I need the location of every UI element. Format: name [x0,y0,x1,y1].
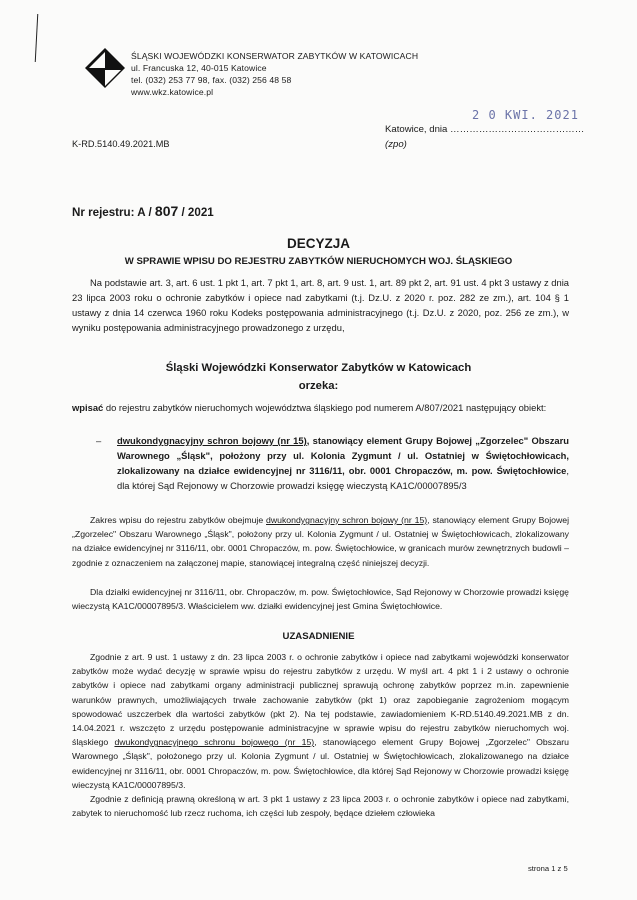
scope-object-name: dwukondygnacyjny schron bojowy (nr 15) [266,515,428,525]
institution-address: ul. Francuska 12, 40-015 Katowice [131,63,267,73]
document-title: DECYZJA [286,236,350,251]
place-and-date: Katowice, dnia …………………………………… [385,124,585,135]
object-details: , stanowiący element Grupy Bojowej „Zgorzelec" Obszaru Warownego „Śląsk", położony przy ul. Kolonia Zygmunt / ul. Ostatniej w Świętochłowicach, zlokalizowany na działce ewidencyjnej nr 3116/11, obr. 0001 Chropaczów, m. pow. Świętochłowice [117,435,570,476]
zpo-note: (zpo) [385,139,407,150]
object-name: dwukondygnacyjny schron bojowy (nr 15) [117,435,307,446]
orders-heading: orzeka: [298,380,339,392]
document-subtitle: W SPRAWIE WPISU DO REJESTRU ZABYTKÓW NIERUCHOMYCH WOJ. ŚLĄSKIEGO [124,256,513,267]
ownership-paragraph: Dla działki ewidencyjnej nr 3116/11, obr. Chropaczów, m. pow. Świętochłowice, Sąd Rejonowy w Chorzowie prowadzi księgę wieczystą KA1C/00007895/3. Właścicielem ww. działki ewidencyjnej jest Gmina Świętochłowice. [72,587,569,612]
object-description [117,433,569,493]
authority-name: Śląski Wojewódzki Konserwator Zabytków w Katowicach [165,362,472,374]
case-signature: K-RD.5140.49.2021.MB [72,139,170,149]
decision-text: do rejestru zabytków nieruchomych województwa śląskiego pod numerem A/807/2021 następujący obiekt: [103,402,547,413]
object-list-item [72,433,569,493]
legal-basis-paragraph: Na podstawie art. 3, art. 6 ust. 1 pkt 1, art. 7 pkt 1, art. 8, art. 9 ust. 1, art. 89 pkt 2, art. 91 ust. 4 pkt 3 ustawy z dnia 23 lipca 2003 roku o ochronie zabytków i opiece nad zabytkami (t.j. Dz.U. z 2020 r. poz. 282 ze zm.), art. 104 § 1 ustawy z dnia 14 czerwca 1960 roku Kodeks postępowania administracyjnego (t.j. Dz.U. z 2020, poz. 256 ze zm.), w wyniku postępowania administracyjnego prowadzonego z urzędu, [72,277,569,333]
conservator-logo [85,48,125,88]
register-value: 807 [154,203,179,219]
institution-name: ŚLĄSKI WOJEWÓDZKI KONSERWATOR ZABYTKÓW W KATOWICACH [131,51,419,61]
page-number: strona 1 z 5 [528,864,568,873]
justification-text-start: Zgodnie z art. 9 ust. 1 ustawy z dn. 23 lipca 2003 r. o ochronie zabytków i opiece nad zabytkami wojewódzki konserwator zabytków może wydać decyzję w sprawie wpisu do rejestru zabytków z urzędu. W myśl art. 4 pkt 1 i 2 ustawy o ochronie zabytków i opiece nad zabytkami organy administracji publicznej sprawują ochronę zabytków poprzez m.in. zapewnienie warunków prawnych, umożliwiających trwałe zachowanie zabytków (pkt 1) oraz zapobieganie zagrożeniom mogącym spowodować uszczerbek dla wartości zabytków (pkt 2). Na tej podstawie, zawiadomieniem K-RD.5140.49.2021.MB z dn. 14.04.2021 r. wszczęto z urzędu postępowanie administracyjne w sprawie wpisu do rejestru zabytków nieruchomych woj. śląskiego [72,652,569,748]
letterhead [131,50,418,98]
authority-block [0,359,637,395]
justification-text-end: , stanowiącego element Grupy Bojowej „Zgorzelec" Obszaru Warownego „Śląsk", położonego przy ul. Kolonia Zygmunt / ul. Ostatniej w Świętochłowicach, zlokalizowanego na działce ewidencyjnej nr 3116/11, obr. 0001 Chropaczów, m. pow. Świętochłowice, dla której Sąd Rejonowy w Chorzowie prowadzi księgę wieczystą KA1C/00007895/3. [72,737,569,790]
institution-phone: tel. (032) 253 77 98, fax. (032) 256 48 58 [131,75,292,85]
scope-paragraph [72,513,569,570]
object-land-register: , dla której Sąd Rejonowy w Chorzowie prowadzi księgę wieczystą KA1C/00007895/3 [117,465,569,491]
decision-lead: wpisać [72,402,104,413]
justification-heading: UZASADNIENIE [282,631,355,642]
scope-text-end: , stanowiący element Grupy Bojowej „Zgorzelec" Obszaru Warownego „Śląsk", położony przy ul. Kolonia Zygmunt / ul. Ostatniej w Świętochłowicach, zlokalizowany na działce ewidencyjnej nr 3116/11, obr. 0001 Chropaczów, m. pow. Świętochłowice, w granicach murów zewnętrznych budowli – zgodnie z oznaczeniem na załączonej mapie, stanowiącej integralną część niniejszej decyzji. [72,515,570,568]
justification-paragraph-2: Zgodnie z definicją prawną określoną w art. 3 pkt 1 ustawy z 23 lipca 2003 r. o ochronie zabytków i opiece nad zabytkami, zabytek to nieruchomość lub rzecz ruchoma, ich części lub zespoły, będące dziełem człowieka [72,794,569,819]
date-stamp: 2 0 KWI. 2021 [472,108,579,122]
register-suffix: / 2021 [178,206,214,219]
register-number [72,203,214,219]
justification-object-name: dwukondygnacyjnego schronu bojowego (nr 15) [114,737,315,748]
justification-paragraph-1 [72,650,569,792]
scope-text-start: Zakres wpisu do rejestru zabytków obejmuje [90,515,267,525]
list-dash: – [96,435,102,446]
handwritten-mark [35,14,39,62]
decision-paragraph [72,400,569,415]
register-prefix: Nr rejestru: A / [72,206,155,219]
institution-website: www.wkz.katowice.pl [131,87,214,97]
